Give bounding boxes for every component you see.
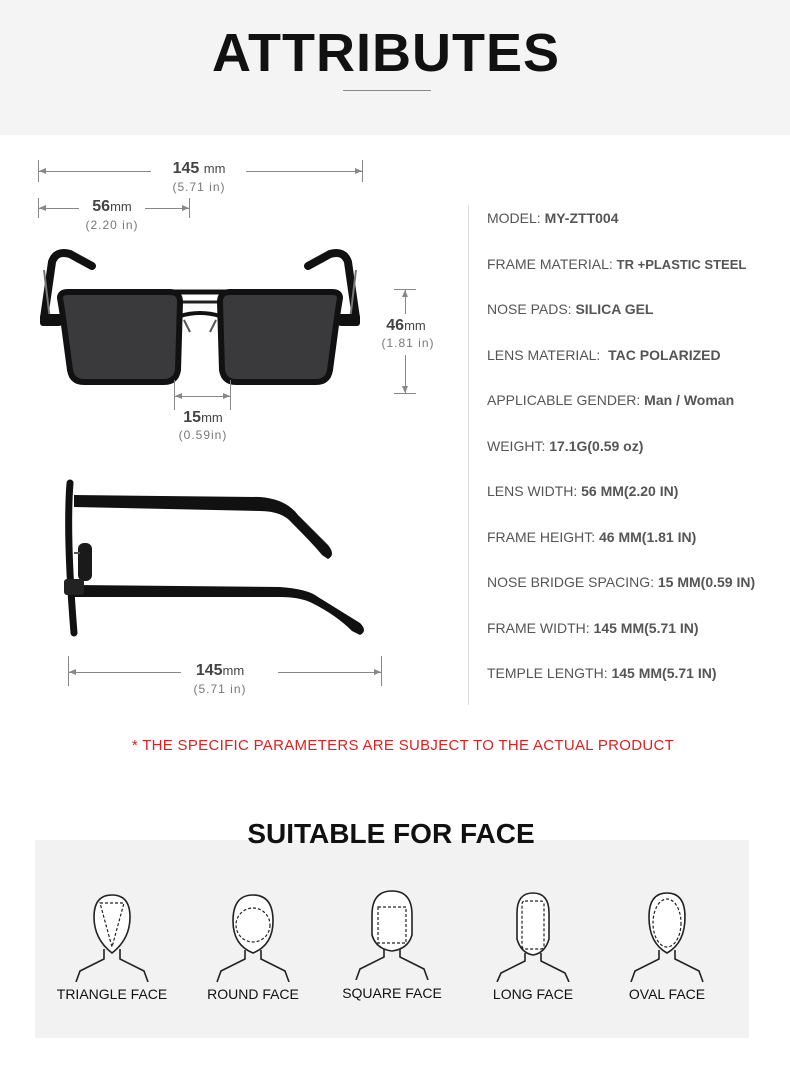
dim-line <box>39 208 79 209</box>
face-label-long: LONG FACE <box>492 986 574 1002</box>
total-width-value: 145 mm <box>172 160 226 177</box>
face-label-triangle: TRIANGLE FACE <box>56 986 168 1002</box>
temple-length-value: 145mm <box>195 662 245 679</box>
glasses-side-view <box>60 475 380 640</box>
spec-row-frame-width: FRAME WIDTH: 145 MM(5.71 IN) <box>487 619 699 636</box>
title-underline <box>343 90 431 91</box>
dim-tick <box>381 656 382 686</box>
spec-row-frame-height: FRAME HEIGHT: 46 MM(1.81 IN) <box>487 528 697 545</box>
glasses-front-view <box>30 240 370 395</box>
spec-list <box>487 210 787 711</box>
oval-face-icon <box>627 887 707 982</box>
spec-row-frame-material: FRAME MATERIAL: TR +PLASTIC STEEL <box>487 255 747 272</box>
round-face-icon <box>213 887 293 982</box>
dim-line <box>69 672 181 673</box>
spec-row-lens-width: LENS WIDTH: 56 MM(2.20 IN) <box>487 483 679 499</box>
dim-tick <box>394 393 416 394</box>
face-section-title: SUITABLE FOR FACE <box>247 818 535 849</box>
dim-tick <box>189 198 190 218</box>
lens-width-inches: (2.20 in) <box>85 218 139 232</box>
spec-row-temple-length: TEMPLE LENGTH: 145 MM(5.71 IN) <box>487 665 717 681</box>
temple-length-inches: (5.71 in) <box>193 682 247 696</box>
lens-height-inches: (1.81 in) <box>381 336 435 350</box>
spec-row-model: MODEL: MY-ZTT004 <box>487 210 619 226</box>
spec-row-gender: APPLICABLE GENDER: Man / Woman <box>487 392 735 408</box>
dim-line <box>39 171 151 172</box>
page-title: ATTRIBUTES <box>212 23 560 83</box>
dim-line <box>405 290 406 314</box>
spec-row-weight: WEIGHT: 17.1G(0.59 oz) <box>487 437 644 454</box>
spec-row-lens-material: LENS MATERIAL: TAC POLARIZED <box>487 346 721 363</box>
dim-tick <box>362 160 363 182</box>
spec-row-nose-pads: NOSE PADS: SILICA GEL <box>487 301 654 317</box>
face-label-oval: OVAL FACE <box>628 986 706 1002</box>
dim-tick <box>230 380 231 410</box>
dim-line <box>278 672 381 673</box>
dim-line <box>405 355 406 393</box>
bridge-inches: (0.59in) <box>178 428 228 442</box>
spec-divider <box>468 205 469 705</box>
dim-line <box>175 396 230 397</box>
bridge-value: 15mm <box>183 409 223 426</box>
triangle-face-icon <box>72 887 152 982</box>
total-width-inches: (5.71 in) <box>172 180 226 194</box>
square-face-icon <box>352 885 432 980</box>
lens-height-value: 46mm <box>386 317 426 334</box>
dim-line <box>246 171 362 172</box>
lens-width-value: 56mm <box>92 198 132 215</box>
long-face-icon <box>493 887 573 982</box>
spec-row-nose-bridge: NOSE BRIDGE SPACING: 15 MM(0.59 IN) <box>487 574 756 590</box>
face-label-square: SQUARE FACE <box>342 985 442 1001</box>
dim-line <box>145 208 189 209</box>
disclaimer: * THE SPECIFIC PARAMETERS ARE SUBJECT TO THE ACTUAL PRODUCT <box>131 737 675 754</box>
face-label-round: ROUND FACE <box>207 986 299 1002</box>
